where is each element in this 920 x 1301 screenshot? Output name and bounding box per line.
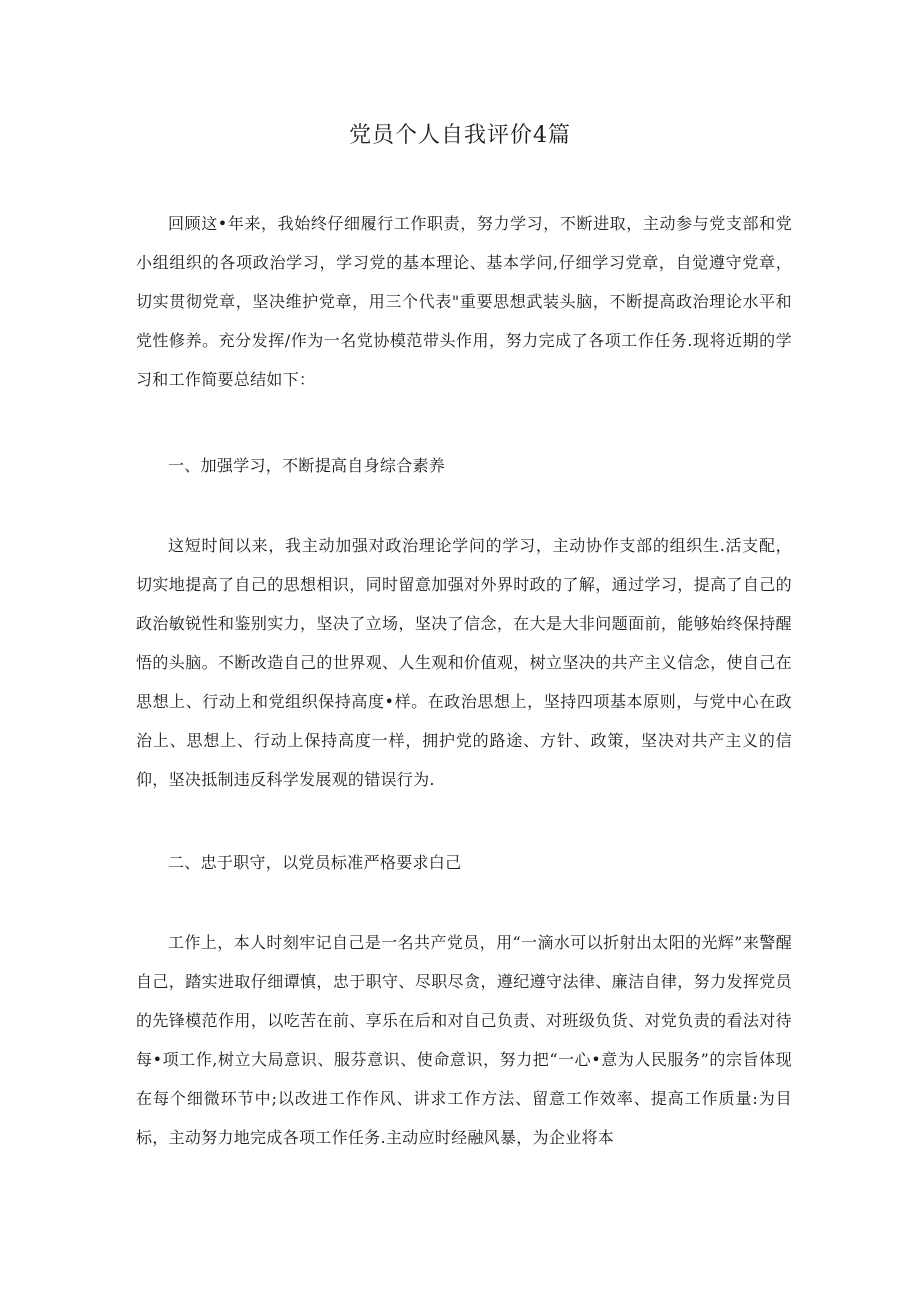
- section-1-paragraph: 这短时间以来，我主动加强对政治理论学问的学习，主动协作支部的组织生.活支配，切实地提高了自己的思想相识，同时留意加强对外界时政的了解，通过学习，提高了自己的政治敏锐性和鉴别实力，坚决了立场，坚决了信念，在大是大非问题面前，能够始终保持醒悟的头脑。不断改造自己的世界观、人生观和价值观，树立坚决的共产主义信念，使自己在思想上、行动上和党组织保持高度•样。在政治思想上，坚持四项基本原则，与党中心在政治上、思想上、行动上保持高度一样，拥护党的路途、方针、政策，坚决对共产主义的信仰，坚决抵制违反科学发展观的错误行为.: [136, 536, 792, 789]
- section-2-paragraph: 工作上，本人时刻牢记自己是一名共产党员，用“一滴水可以折射出太阳的光辉”来警醒自己，踏实进取仔细谭慎，忠于职守、尽职尽贪，遵纪遵守法律、廉洁自律，努力发挥党员的先锋模范作用，以吃苦在前、享乐在后和对自己负责、对班级负货、对党负责的看法对待每•项工作,树立大局意识、服芬意识、使命意识，努力把“一心•意为人民服务”的宗旨体现在每个细微环节中;以改进工作作风、讲求工作方法、留意工作效率、提高工作质量:为目标，主动努力地完成各项工作任务.主动应时经融风暴，为企业将本: [136, 933, 792, 1147]
- section-heading-2: 二、忠于职守，以党员标准严格要求白己: [168, 853, 462, 872]
- intro-paragraph: 回顾这•年来，我始终仔细履行工作职责，努力学习，不断进取，主动参与党支部和党小组组织的各项政治学习，学习党的基本理论、基本学问,仔细学习党章，自觉遵守党章，切实贯彻党章，坚决维护党章，用三个代表"重要思想武装头脑，不断提高政治理论水平和党性修养。充分发挥/作为一名党协模范带头作用，努力完成了各项工作任务.现将近期的学习和工作简要总结如下：: [136, 214, 792, 389]
- document-title: 党员个人自我评价4篇: [349, 123, 571, 148]
- section-heading-1: 一、加强学习，不断提高自身综合素养: [168, 456, 446, 475]
